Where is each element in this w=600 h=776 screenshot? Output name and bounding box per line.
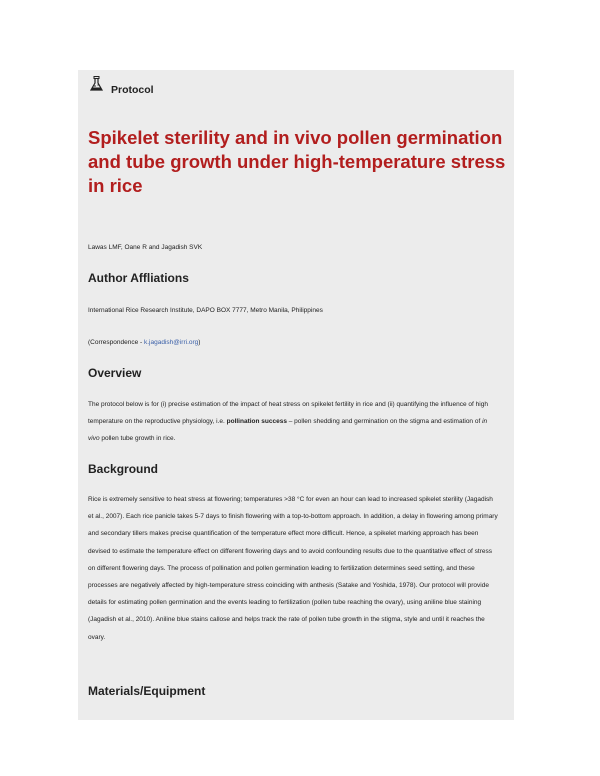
overview-italic: in vivo xyxy=(88,418,488,443)
document-page xyxy=(78,70,514,720)
flask-icon xyxy=(90,76,104,92)
overview-text-3: pollen tube growth in rice. xyxy=(99,435,176,443)
page-title: Spikelet sterility and in vivo pollen germination and tube growth under high-temperature stress in rice xyxy=(88,127,506,196)
overview-bold: pollination success xyxy=(226,418,287,426)
correspondence-suffix: ) xyxy=(198,339,201,346)
background-text: Rice is extremely sensitive to heat stress at flowering; temperatures >38 °C for even an hour can lead to increased spikelet sterility (Jagadish et al., 2007). Each rice panicle takes 5-7 days to finish flowering with a top-to-bottom approach. In addition, a delay in flowering among primary and secondary tillers makes precise quantification of the temperature effect more difficult. Hence, a spikelet marking approach has been devised to estimate the temperature effect on different flowering days and to avoid confounding results due to the quantitative effect of stress on different flowering days. The process of pollination and pollen germination leading to fertilization determines seed setting, and these processes are negatively affected by high-temperature stress coinciding with anthesis (Satake and Yoshida, 1978). Our protocol will provide details for estimating pollen germination and the events leading to fertilization (pollen tube reaching the ovary), using aniline blue staining (Jagadish et al., 2010). Aniline blue stains callose and helps track the rate of pollen tube growth in the stigma, style and until it reaches the ovary. xyxy=(88,496,498,641)
background-heading: Background xyxy=(88,462,159,476)
institution: International Rice Research Institute, DAPO BOX 7777, Metro Manila, Philippines xyxy=(88,307,323,314)
correspondence xyxy=(88,339,200,346)
overview-heading: Overview xyxy=(88,366,142,380)
overview-text-1: The protocol below is for (i) precise estimation of the impact of heat stress on spikelet fertility in rice and (ii) quantifying the influence of high temperature on the reproductive physiology, i.e. xyxy=(88,401,488,426)
email-link[interactable]: k.jagadish@irri.org xyxy=(144,339,199,346)
correspondence-prefix: (Correspondence - xyxy=(88,339,144,346)
protocol-label: Protocol xyxy=(111,84,154,96)
overview-text-2: – pollen shedding and germination on the stigma and estimation of xyxy=(286,418,483,426)
authors: Lawas LMF, Oane R and Jagadish SVK xyxy=(88,244,203,251)
materials-heading: Materials/Equipment xyxy=(88,684,206,698)
affiliations-heading: Author Affliations xyxy=(88,271,189,285)
overview-text xyxy=(88,396,500,448)
protocol-tag xyxy=(90,76,154,96)
